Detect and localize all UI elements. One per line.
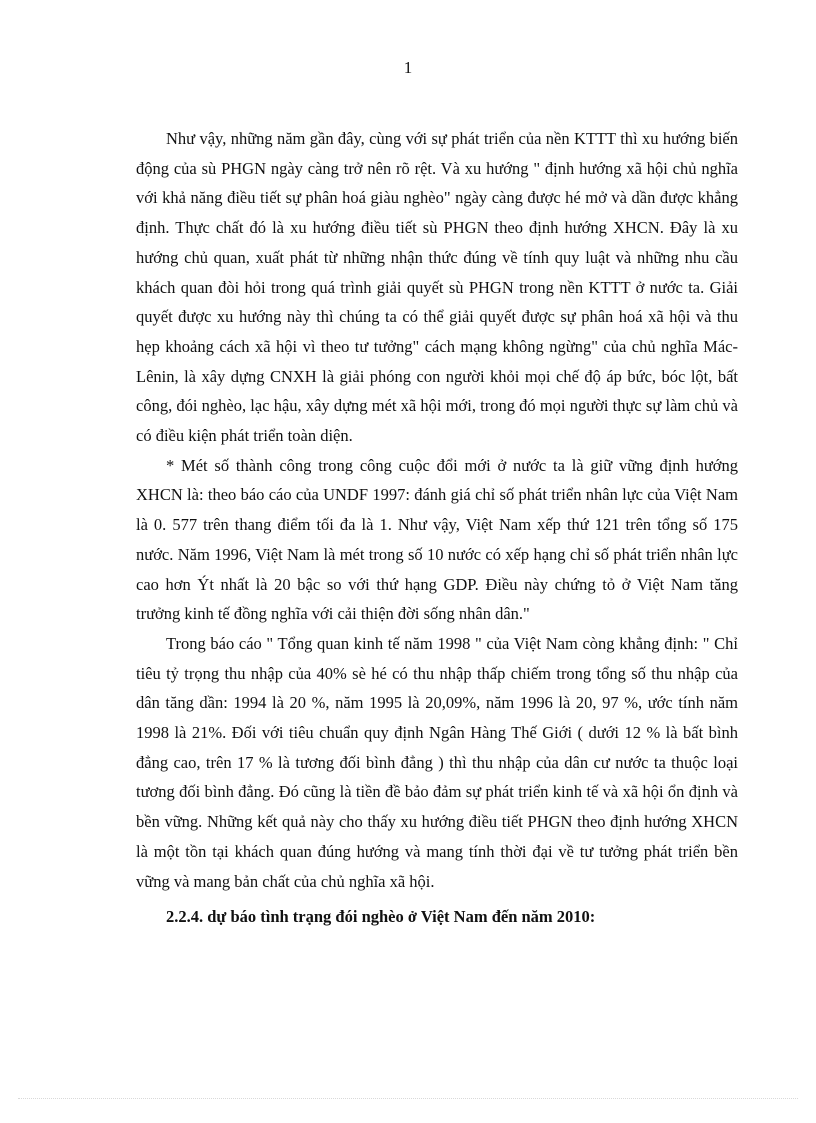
paragraph-achievements: * Mét số thành công trong công cuộc đổi mới ở nước ta là giữ vững định hướng XHCN là: theo báo cáo của UNDF 1997: đánh giá chỉ số phát triển nhân lực của Việt Nam là 0. 577 trên thang điểm tối đa là 1. Như vậy, Việt Nam xếp thứ 121 trên tổng số 175 nước. Năm 1996, Việt Nam là mét trong số 10 nước có xếp hạng chỉ số phát triển nhân lực cao hơn Ýt nhất là 20 bậc so với thứ hạng GDP. Điều này chứng tỏ ở Việt Nam tăng trưởng kinh tế đồng nghĩa với cải thiện đời sống nhân dân." xyxy=(136,455,738,624)
document-body xyxy=(136,124,738,932)
page-number: 1 xyxy=(403,58,413,77)
paragraph-report-1998: Trong báo cáo " Tổng quan kinh tế năm 1998 " của Việt Nam còng khẳng định: " Chỉ tiêu tỷ trọng thu nhập của 40% sè hé có thu nhập thấp chiếm trong tổng số thu nhập của dân tăng dần: 1994 là 20 %, năm 1995 là 20,09%, năm 1996 là 20, 97 %, ước tính năm 1998 là 21%. Đối với tiêu chuẩn quy định Ngân Hàng Thế Giới ( dưới 12 % là bất bình đẳng cao, trên 17 % là tương đối bình đẳng ) thì thu nhập của dân cư nước ta thuộc loại tương đối bình đẳng. Đó cũng là tiền đề bảo đảm sự phát triển kinh tế và xã hội ổn định và bền vững. Những kết quả này cho thấy xu hướng điều tiết PHGN theo định hướng XHCN là một tồn tại khách quan đúng hướng và mang tính thời đại về tư tưởng phát triển bền vững và mang bản chất của chủ nghĩa xã hội. xyxy=(136,633,738,891)
section-heading: 2.2.4. dự báo tình trạng đói nghèo ở Việt Nam đến năm 2010: xyxy=(166,907,596,927)
footer-divider xyxy=(18,1098,798,1099)
paragraph-trend: Như vậy, những năm gần đây, cùng với sự phát triển của nền KTTT thì xu hướng biến động của sù PHGN ngày càng trở nên rõ rệt. Và xu hướng " định hướng xã hội chủ nghĩa với khả năng điều tiết sự phân hoá giàu nghèo" ngày càng được hé mở và dần được khẳng định. Thực chất đó là xu hướng điều tiết sù PHGN theo định hướng XHCN. Đây là xu hướng chủ quan, xuất phát từ những nhận thức đúng về tính quy luật và những nhu cầu khách quan đòi hỏi trong quá trình giải quyết sù PHGN trong nền KTTT ở nước ta. Giải quyết được xu hướng này thì chúng ta có thể giải quyết được sự phân hoá xã hội và thu hẹp khoảng cách xã hội vì theo tư tưởng" cách mạng không ngừng" của chủ nghĩa Mác-Lênin, là xây dựng CNXH là giải phóng con người khỏi mọi chế độ áp bức, bóc lột, bất công, đói nghèo, lạc hậu, xây dựng mét xã hội mới, trong đó mọi người thực sự làm chủ và có điều kiện phát triển toàn diện. xyxy=(136,129,738,446)
